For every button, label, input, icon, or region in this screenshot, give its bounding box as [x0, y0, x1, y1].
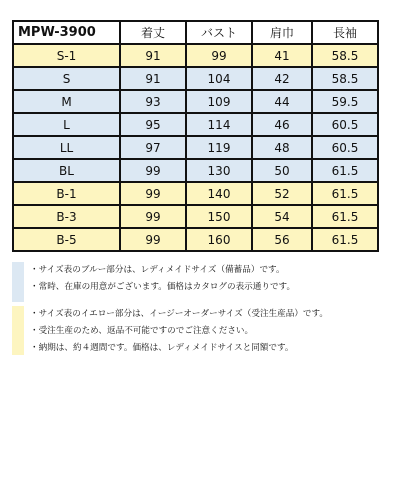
- length-cell: 93: [120, 90, 186, 113]
- yellow-legend-swatch: [12, 306, 24, 355]
- bust-cell: 130: [186, 159, 252, 182]
- sleeve-cell: 61.5: [312, 228, 378, 251]
- table-row: [13, 113, 378, 136]
- shoulder-cell: 44: [252, 90, 312, 113]
- table-row: [13, 90, 378, 113]
- sleeve-cell: 61.5: [312, 205, 378, 228]
- bust-cell: 140: [186, 182, 252, 205]
- length-cell: 99: [120, 159, 186, 182]
- note-line: ・サイズ表のブルー部分は、レディメイドサイズ（備蓄品）です。: [30, 265, 285, 275]
- bust-cell: 160: [186, 228, 252, 251]
- sleeve-cell: 59.5: [312, 90, 378, 113]
- table-row: [13, 136, 378, 159]
- table-row: [13, 205, 378, 228]
- table-header-row: [13, 21, 378, 44]
- table-row: [13, 159, 378, 182]
- size-cell: B-3: [13, 205, 120, 228]
- blue-legend-swatch: [12, 262, 24, 302]
- table-row: [13, 228, 378, 251]
- note-line: ・常時、在庫の用意がございます。価格はカタログの表示通りです。: [30, 282, 296, 292]
- size-cell: B-5: [13, 228, 120, 251]
- size-cell: B-1: [13, 182, 120, 205]
- size-cell: S-1: [13, 44, 120, 67]
- length-cell: 91: [120, 67, 186, 90]
- length-cell: 97: [120, 136, 186, 159]
- shoulder-cell: 56: [252, 228, 312, 251]
- sleeve-header: 長袖: [312, 21, 378, 44]
- bust-cell: 99: [186, 44, 252, 67]
- sleeve-cell: 58.5: [312, 67, 378, 90]
- size-cell: LL: [13, 136, 120, 159]
- bust-cell: 104: [186, 67, 252, 90]
- sleeve-cell: 61.5: [312, 182, 378, 205]
- ready-made-notes: [12, 262, 390, 296]
- shoulder-cell: 46: [252, 113, 312, 136]
- shoulder-cell: 48: [252, 136, 312, 159]
- table-row: [13, 182, 378, 205]
- shoulder-cell: 42: [252, 67, 312, 90]
- size-cell: L: [13, 113, 120, 136]
- bust-cell: 119: [186, 136, 252, 159]
- length-cell: 99: [120, 228, 186, 251]
- sleeve-cell: 61.5: [312, 159, 378, 182]
- bust-cell: 150: [186, 205, 252, 228]
- shoulder-header: 肩巾: [252, 21, 312, 44]
- sleeve-cell: 60.5: [312, 113, 378, 136]
- length-cell: 99: [120, 182, 186, 205]
- bust-header: バスト: [186, 21, 252, 44]
- note-line: ・サイズ表のイエロー部分は、イージーオーダーサイズ（受注生産品）です。: [30, 309, 329, 319]
- sleeve-cell: 58.5: [312, 44, 378, 67]
- length-header: 着丈: [120, 21, 186, 44]
- shoulder-cell: 41: [252, 44, 312, 67]
- model-number-header: MPW-3900: [13, 21, 120, 44]
- size-cell: BL: [13, 159, 120, 182]
- size-cell: M: [13, 90, 120, 113]
- size-table: [12, 20, 379, 252]
- easy-order-notes: [12, 306, 390, 357]
- bust-cell: 109: [186, 90, 252, 113]
- table-row: [13, 44, 378, 67]
- table-row: [13, 67, 378, 90]
- bust-cell: 114: [186, 113, 252, 136]
- length-cell: 99: [120, 205, 186, 228]
- shoulder-cell: 50: [252, 159, 312, 182]
- note-line: ・納期は、約４週間です。価格は、レディメイドサイスと同額です。: [30, 343, 294, 353]
- shoulder-cell: 54: [252, 205, 312, 228]
- sleeve-cell: 60.5: [312, 136, 378, 159]
- note-line: ・受注生産のため、返品不可能ですのでご注意ください。: [30, 326, 254, 336]
- length-cell: 91: [120, 44, 186, 67]
- size-cell: S: [13, 67, 120, 90]
- length-cell: 95: [120, 113, 186, 136]
- shoulder-cell: 52: [252, 182, 312, 205]
